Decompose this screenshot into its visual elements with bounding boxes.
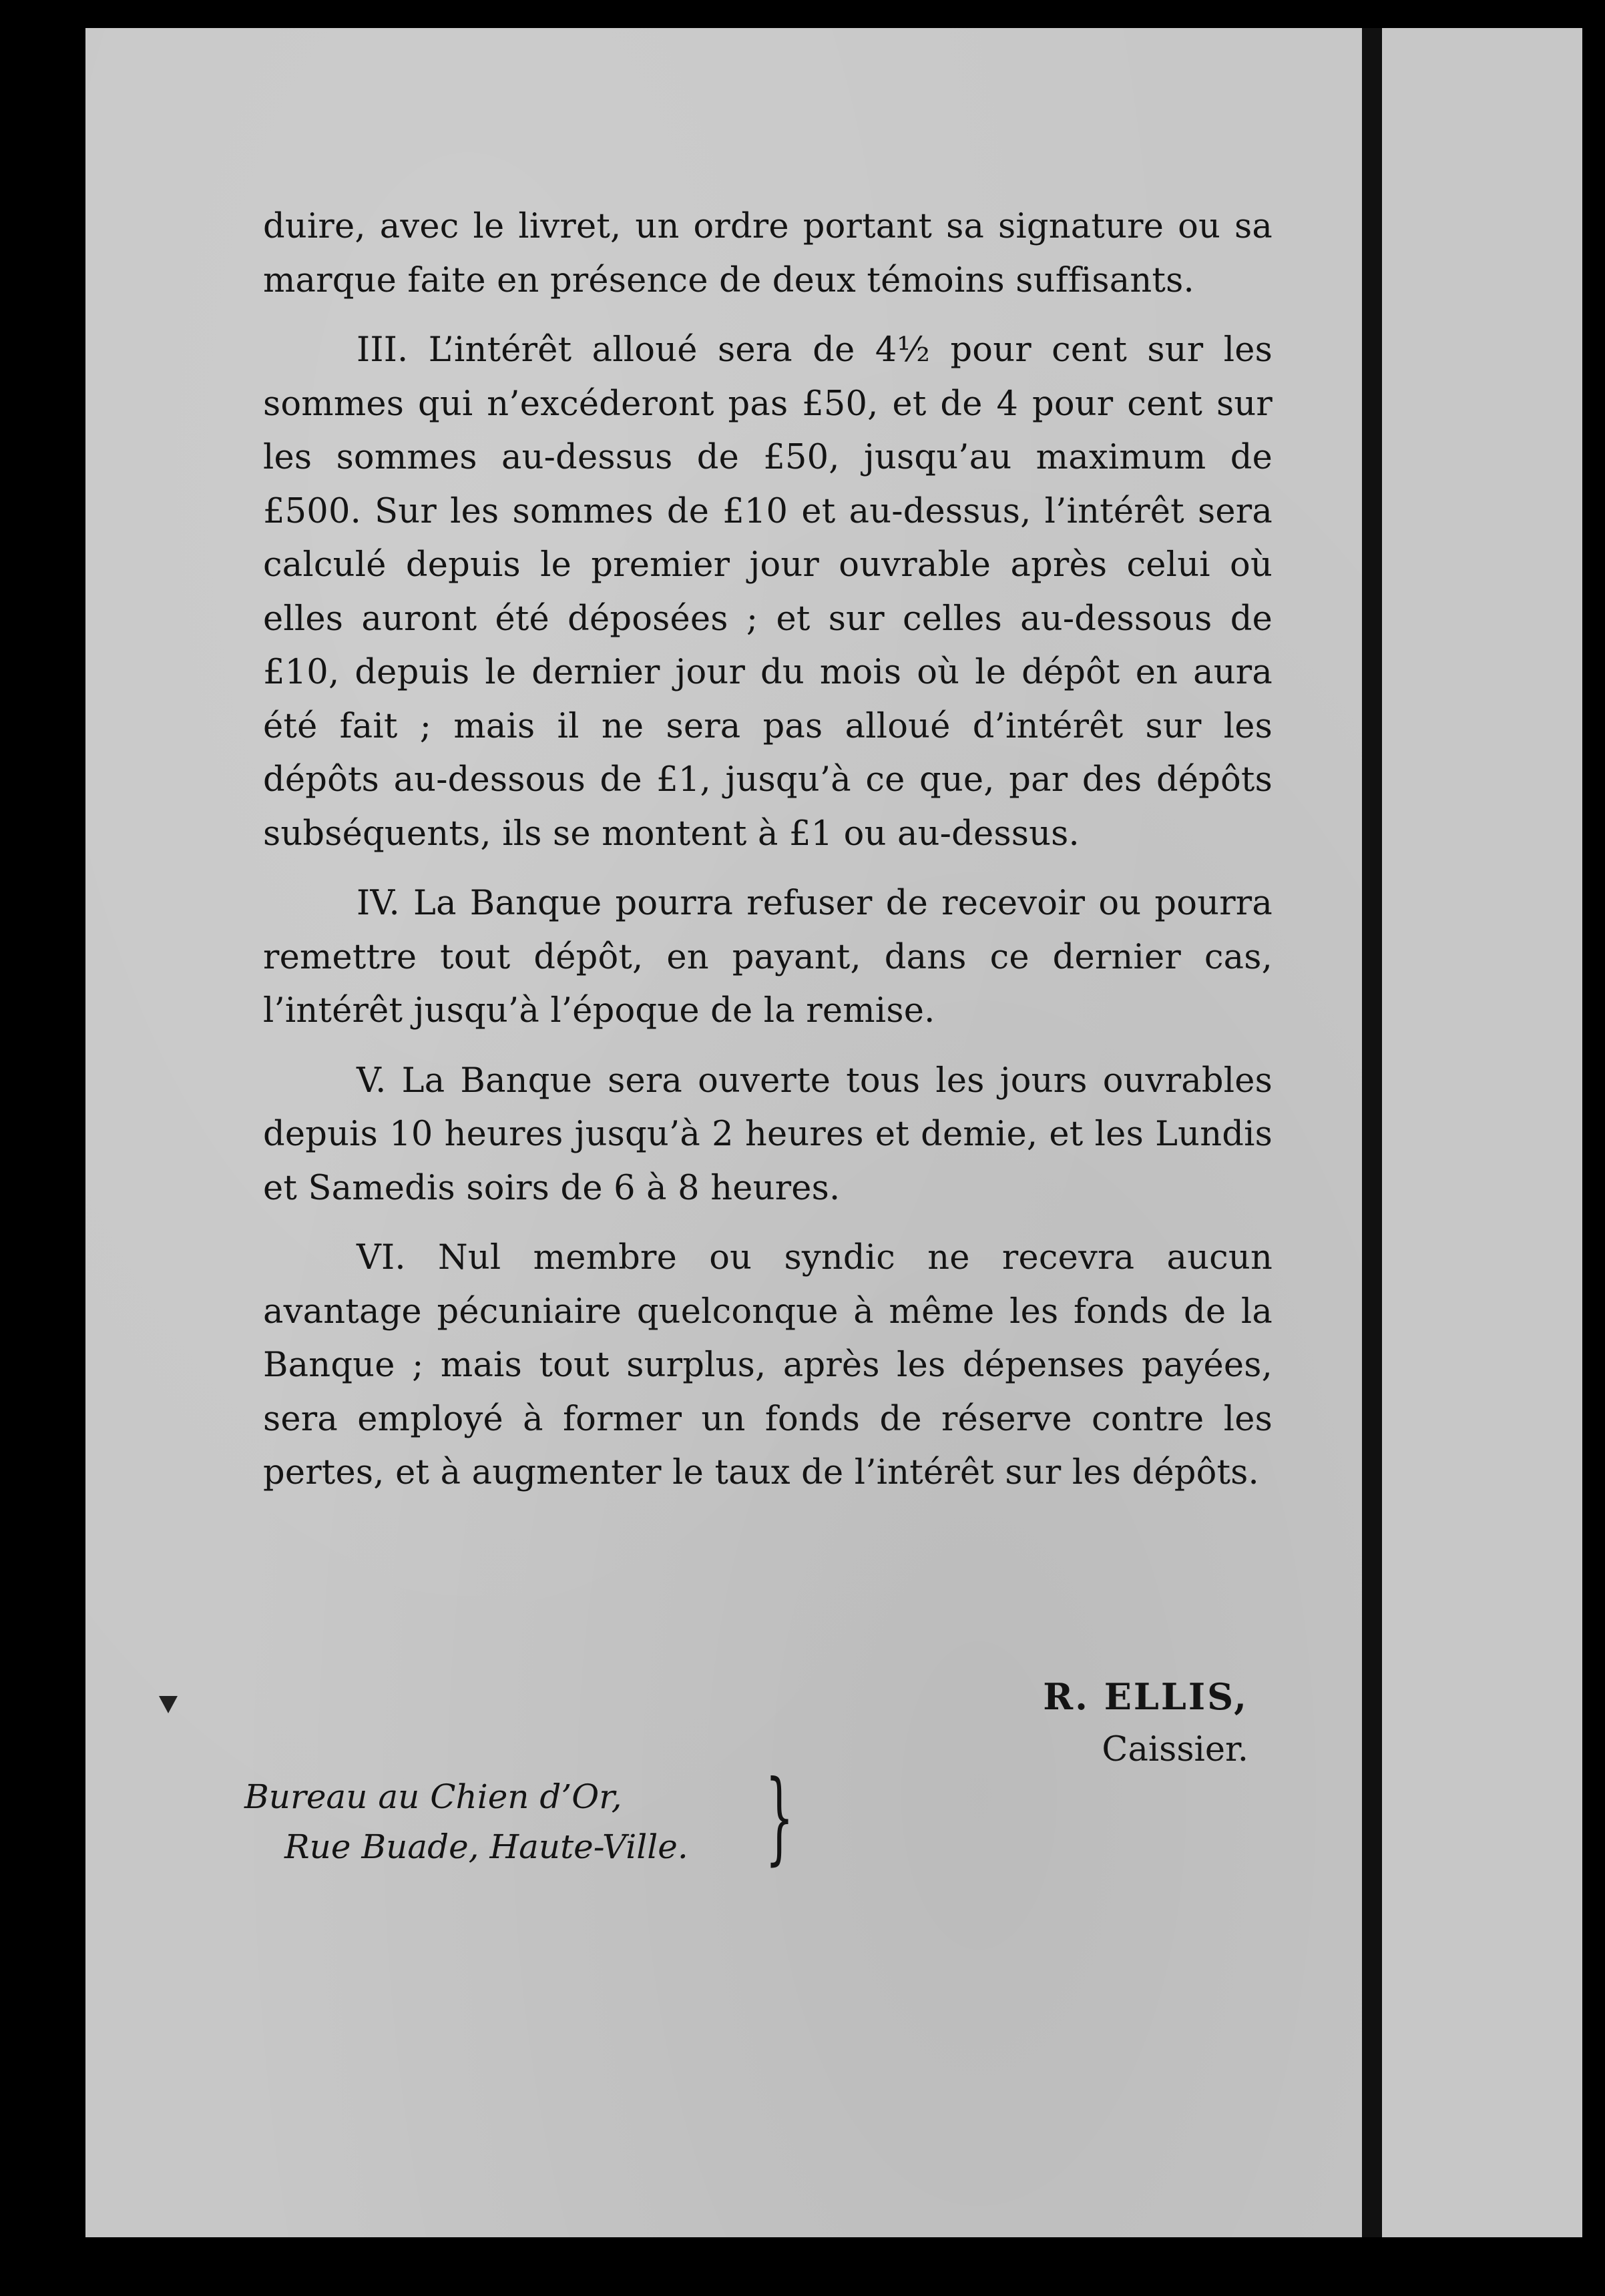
paragraph-article-v: V. La Banque sera ouverte tous les jours ouvrables depuis 10 heures jusqu’à 2 heures et demie, et les Lundis et Samedis soirs de 6 à 8 heures. bbox=[263, 1061, 1273, 1208]
paragraph-article-iii: III. L’intérêt alloué sera de 4½ pour cent sur les sommes qui n’excéderont pas £50, et de 4 pour cent sur les sommes au-dessus de £50, jusqu’au maximum de £500. Sur les sommes de £10 et au-dessus, l’intérêt sera calculé depuis le premier jour ouvrable après celui où elles auront été déposées ; et sur celles au-dessous de £10, depuis le dernier jour du mois où le dépôt en aura été fait ; mais il ne sera pas alloué d’intérêt sur les dépôts au-dessous de £1, jusqu’à ce que, par des dépôts subséquents, ils se montent à £1 ou au-dessus. bbox=[263, 330, 1273, 854]
office-address bbox=[244, 1772, 688, 1872]
adjacent-page-edge bbox=[1382, 28, 1582, 2237]
paragraph-article-iv: IV. La Banque pourra refuser de recevoir ou pourra remettre tout dépôt, en payant, dans ce dernier cas, l’intérêt jusqu’à l’époque de la remise. bbox=[263, 884, 1273, 1031]
paragraph-continuation: duire, avec le livret, un ordre portant sa signature ou sa marque faite en présence de deux témoins suffisants. bbox=[263, 207, 1273, 300]
signatory-title: Caissier. bbox=[1102, 1730, 1248, 1769]
signature-block bbox=[868, 1670, 1248, 1777]
address-brace: } bbox=[765, 1759, 794, 1876]
address-line-1: Bureau au Chien d’Or, bbox=[244, 1777, 622, 1816]
paragraph-article-vi: VI. Nul membre ou syndic ne recevra aucun avantage pécuniaire quelconque à même les fonds de la Banque ; mais tout surplus, après les dépenses payées, sera employé à former un fonds de réserve contre les pertes, et à augmenter le taux de l’intérêt sur les dépôts. bbox=[263, 1238, 1273, 1492]
page-gutter bbox=[1362, 28, 1382, 2237]
margin-mark bbox=[159, 1696, 178, 1713]
signatory-name: R. ELLIS, bbox=[1043, 1675, 1248, 1718]
body-text bbox=[263, 200, 1273, 1516]
address-line-2: Rue Buade, Haute-Ville. bbox=[284, 1827, 688, 1866]
